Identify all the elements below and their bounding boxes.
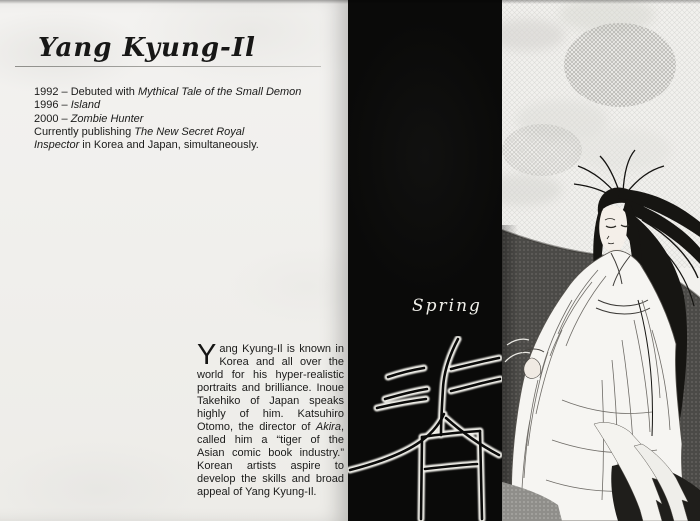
about-paragraph: Yang Kyung-Il is known in Korea and all over the world for his hyper-realistic portraits and brilliance. Inoue Takehiko of Japan speaks highly of him. Katsuhiro Otomo, the director of Akira, called him a “tiger of the Asian comic book industry.” Korean artists aspire to develop the skills and broad appeal of Yang Kyung-Il.: [197, 339, 344, 498]
page-title: Yang Kyung-Il: [38, 33, 256, 63]
bio-line: Inspector in Korea and Japan, simultaneously.: [34, 139, 259, 152]
spring-kanji-text: [348, 0, 349, 1]
bio-line: 1992 – Debuted with Mythical Tale of the Small Demon: [34, 86, 302, 98]
title-divider: [15, 66, 321, 67]
bio-line: Currently publishing The New Secret Royal: [34, 125, 245, 138]
spine-band: [348, 0, 502, 521]
bio-list: [34, 86, 339, 152]
bio-line: 2000 – Zombie Hunter: [34, 112, 144, 125]
bio-line: 1996 – Island: [34, 99, 101, 112]
author-bio-page: [0, 0, 348, 521]
drop-cap: Y: [197, 339, 217, 371]
manga-illustration: [502, 0, 700, 521]
spring-kanji: [348, 336, 502, 521]
season-label: Spring: [412, 296, 482, 316]
